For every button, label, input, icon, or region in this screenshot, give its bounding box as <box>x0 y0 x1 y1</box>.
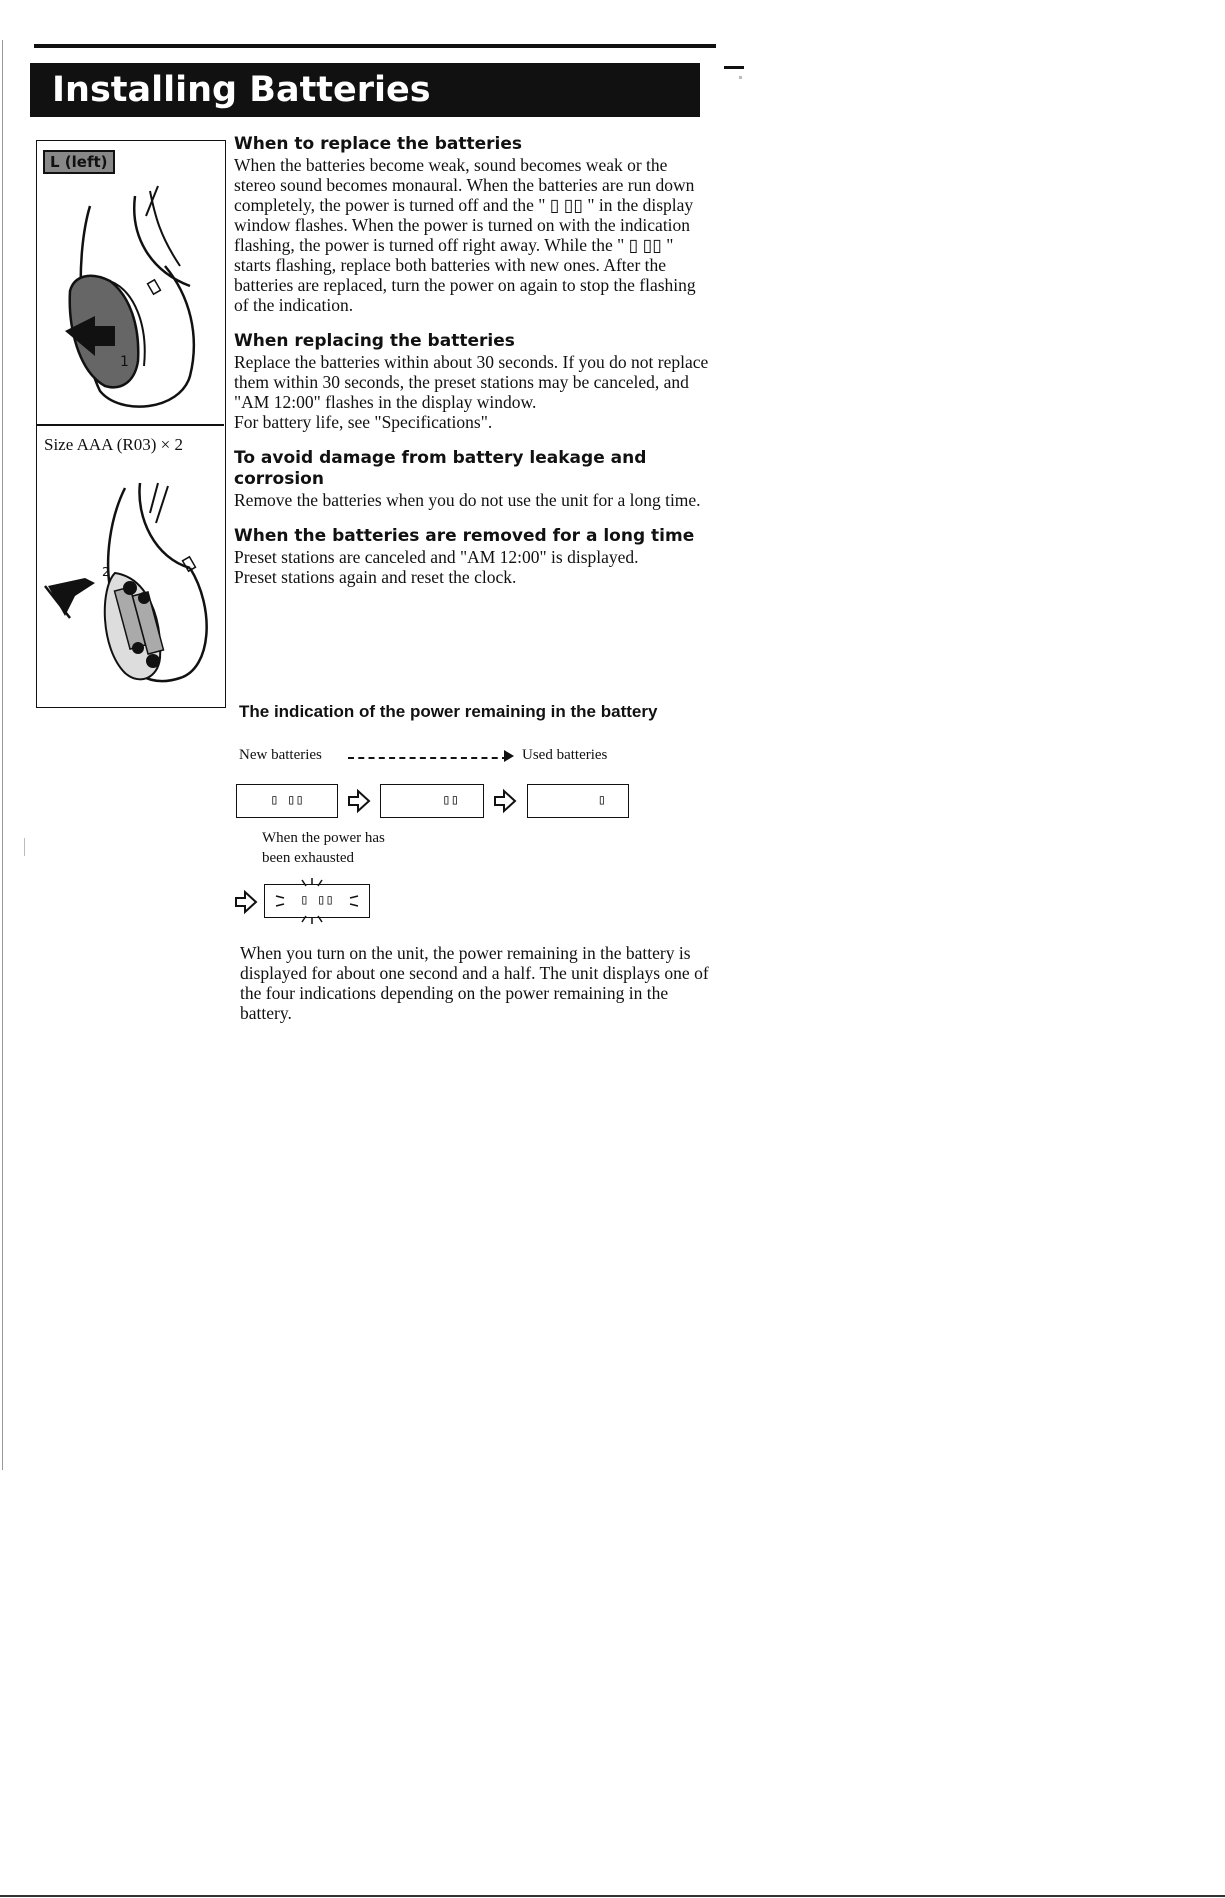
display-full: ▯ ▯▯ <box>236 784 338 818</box>
page-edge-line <box>2 40 3 1470</box>
scan-speck <box>24 838 25 856</box>
left-side-badge: L (left) <box>43 150 115 174</box>
flow-arrow-head <box>504 750 514 762</box>
scan-speck <box>739 76 742 79</box>
section-body-when-to-replace: When the batteries become weak, sound becomes weak or the stereo sound becomes monaural. When the batteries are run down completely, the power is turned off and the " ▯ ▯▯ " in the display window flashes. When the power is turned on with the indication flashing, the power is turned off right away. While the " ▯ ▯▯ " starts flashing, replace both batteries with new ones. After the batteries are replaced, turn the power on again to stop the flashing of the indication. <box>234 155 696 315</box>
section-heading-removed-long-time: When the batteries are removed for a long time <box>234 526 695 546</box>
illustration-divider <box>36 424 224 426</box>
corner-mark <box>724 66 744 69</box>
next-arrow-icon <box>492 788 518 814</box>
top-rule <box>34 44 716 48</box>
section-body-removed-long-time: Preset stations are canceled and "AM 12:00" is displayed. <box>234 547 639 567</box>
headphone-cover-illustration <box>40 176 220 421</box>
battery-compartment-illustration <box>40 478 220 703</box>
next-arrow-icon <box>346 788 372 814</box>
section-body-avoid-leakage: Remove the batteries when you do not use the unit for a long time. <box>234 490 701 510</box>
indication-description: When you turn on the unit, the power remaining in the battery is displayed for about one second and a half. The unit displays one of the four indications depending on the power remaining in the battery. <box>240 942 709 1023</box>
display-exhausted-flashing: ▯ ▯▯ <box>264 884 370 918</box>
battery-size-caption: Size AAA (R03) × 2 <box>44 435 183 454</box>
instructions-column <box>234 134 710 587</box>
display-low: ▯ <box>527 784 629 818</box>
display-medium: ▯▯ <box>380 784 484 818</box>
used-batteries-label: Used batteries <box>522 747 608 763</box>
callout-2: 2 <box>102 565 110 579</box>
section-note-preset-again: Preset stations again and reset the clock. <box>234 567 517 587</box>
bottom-edge-line <box>0 1895 1225 1897</box>
flashing-rays-icon <box>262 876 372 926</box>
new-batteries-label: New batteries <box>239 747 322 763</box>
indication-heading: The indication of the power remaining in the battery <box>239 702 658 721</box>
section-note-battery-life: For battery life, see "Specifications". <box>234 412 493 432</box>
section-heading-when-replacing: When replacing the batteries <box>234 331 515 351</box>
next-arrow-icon <box>233 889 259 915</box>
section-body-when-replacing: Replace the batteries within about 30 seconds. If you do not replace them within 30 seconds, the preset stations may be canceled, and "AM 12:00" flashes in the display window. <box>234 352 709 412</box>
exhausted-caption: When the power has been exhausted <box>262 830 385 866</box>
section-heading-when-to-replace: When to replace the batteries <box>234 134 522 154</box>
section-heading-avoid-leakage: To avoid damage from battery leakage and corrosion <box>234 448 647 489</box>
flow-dashed-line <box>348 757 508 759</box>
callout-1: 1 <box>120 354 129 370</box>
page-title: Installing Batteries <box>30 63 700 117</box>
